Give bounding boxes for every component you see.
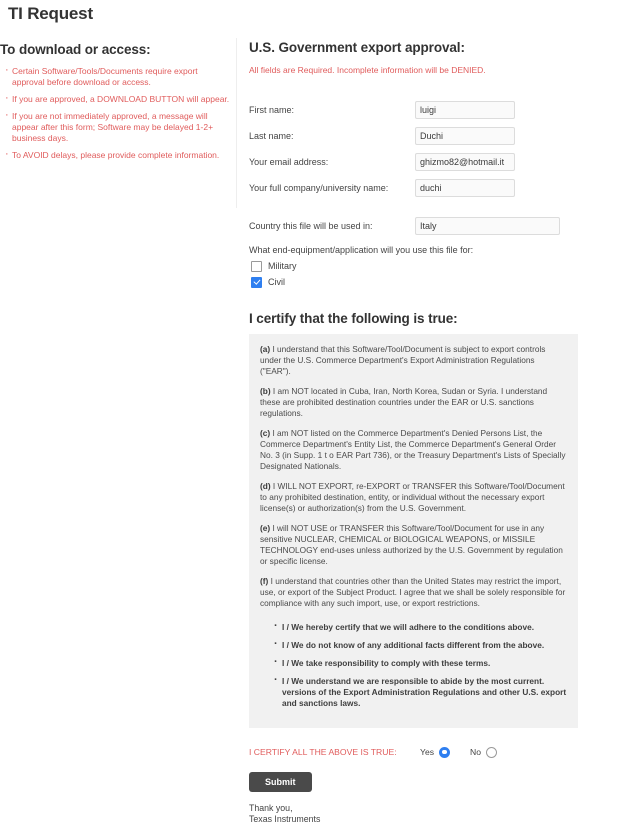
country-input[interactable] xyxy=(415,217,560,235)
export-approval-form xyxy=(249,40,629,825)
thank-you-block xyxy=(249,803,629,825)
instructions-heading: To download or access: xyxy=(0,42,151,57)
checkbox-row-civil[interactable] xyxy=(249,275,629,289)
clause-d xyxy=(260,481,567,514)
column-divider xyxy=(236,38,237,208)
radio-yes-label: Yes xyxy=(420,747,435,757)
clause-b-text: I am NOT located in Cuba, Iran, North Korea, Sudan or Syria. I understand these are prohibited destination countries under the EAR or U.S. sanctions regulations. xyxy=(260,386,548,418)
thank-you-line1: Thank you, xyxy=(249,803,293,813)
thank-you-line2: Texas Instruments xyxy=(249,814,321,824)
email-label: Your email address: xyxy=(249,157,329,167)
clause-c-marker: (c) xyxy=(260,428,271,438)
checkbox-military-label: Military xyxy=(268,261,297,271)
list-item: · I / We hereby certify that we will adhere to the conditions above. xyxy=(274,622,567,633)
clause-a-text: I understand that this Software/Tool/Document is subject to export controls under the U.S. Commerce Department's Export Administration Regulations ("EAR"). xyxy=(260,344,546,376)
list-item: · Certain Software/Tools/Documents require export approval before download or access. xyxy=(0,66,232,88)
email-field[interactable] xyxy=(415,153,515,171)
last-name-label: Last name: xyxy=(249,131,294,141)
clause-d-marker: (d) xyxy=(260,481,271,491)
checkbox-row-military[interactable] xyxy=(249,259,629,273)
list-item: · I / We do not know of any additional facts different from the above. xyxy=(274,640,567,651)
first-name-label: First name: xyxy=(249,105,295,115)
first-name-input[interactable] xyxy=(415,101,515,119)
clause-e-text: I will NOT USE or TRANSFER this Software/Tool/Document for use in any sensitive NUCLEAR, CHEMICAL or BIOLOGICAL WEAPONS, or MISSILE TECHNOLOGY end-uses unless authorized by the U.S. Government by regulation or specific license. xyxy=(260,523,563,566)
clause-f xyxy=(260,576,567,609)
clause-d-text: I WILL NOT EXPORT, re-EXPORT or TRANSFER this Software/Tool/Document to any prohibited destination, entity, or individual without the necessary export license(s) or authorization(s) from the U.S. Government. xyxy=(260,481,565,513)
certify-confirm-row xyxy=(249,745,629,759)
field-row-first-name xyxy=(249,99,629,121)
radio-no[interactable] xyxy=(486,747,497,758)
spacer xyxy=(249,203,629,215)
checkbox-civil-label: Civil xyxy=(268,277,285,287)
radio-yes[interactable] xyxy=(439,747,450,758)
certify-heading: I certify that the following is true: xyxy=(249,311,458,326)
form-heading: U.S. Government export approval: xyxy=(249,40,465,55)
required-note: All fields are Required. Incomplete information will be DENIED. xyxy=(249,65,486,75)
field-row-company xyxy=(249,177,629,199)
page-title: TI Request xyxy=(8,4,93,23)
clause-b-marker: (b) xyxy=(260,386,271,396)
list-item: · I / We take responsibility to comply with these terms. xyxy=(274,658,567,669)
instructions-list xyxy=(0,66,232,161)
list-item: · If you are not immediately approved, a message will appear after this form; Software may be delayed 1-2+ business days. xyxy=(0,111,232,144)
list-item: · I / We understand we are responsible to abide by the most current. versions of the Export Administration Regulations and other U.S. export and sanctions laws. xyxy=(274,676,567,709)
submit-button[interactable]: Submit xyxy=(249,772,312,792)
certify-confirm-label: I CERTIFY ALL THE ABOVE IS TRUE: xyxy=(249,747,397,757)
field-row-country xyxy=(249,215,629,237)
list-item: · If you are approved, a DOWNLOAD BUTTON will appear. xyxy=(0,94,232,105)
clause-f-text: I understand that countries other than the United States may restrict the import, use, or export of the Subject Product. I agree that we shall be solely responsible for compliance with any such import, use, or export restrictions. xyxy=(260,576,566,608)
checkbox-military-icon[interactable] xyxy=(251,261,262,272)
certification-text-box xyxy=(249,334,578,728)
clause-a xyxy=(260,344,567,377)
clause-f-marker: (f) xyxy=(260,576,269,586)
field-row-last-name xyxy=(249,125,629,147)
last-name-input[interactable] xyxy=(415,127,515,145)
company-input[interactable] xyxy=(415,179,515,197)
company-label: Your full company/university name: xyxy=(249,183,389,193)
clause-c xyxy=(260,428,567,472)
clause-e-marker: (e) xyxy=(260,523,271,533)
clause-c-text: I am NOT listed on the Commerce Department's Denied Persons List, the Commerce Department's Entity List, the Commerce Department's General Order No. 3 (in Supp. 1 t o EAR Part 736), or the Treasury Department's Lists of Specially Designated Nationals. xyxy=(260,428,566,471)
checkbox-civil-icon[interactable] xyxy=(251,277,262,288)
end-equipment-label: What end-equipment/application will you use this file for: xyxy=(249,245,474,255)
field-row-email xyxy=(249,151,629,173)
country-label: Country this file will be used in: xyxy=(249,221,373,231)
clause-a-marker: (a) xyxy=(260,344,271,354)
certify-sub-list xyxy=(260,622,567,709)
list-item: · To AVOID delays, please provide complete information. xyxy=(0,150,232,161)
clause-b xyxy=(260,386,567,419)
radio-no-label: No xyxy=(470,747,482,757)
instructions-panel xyxy=(0,42,232,167)
clause-e xyxy=(260,523,567,567)
